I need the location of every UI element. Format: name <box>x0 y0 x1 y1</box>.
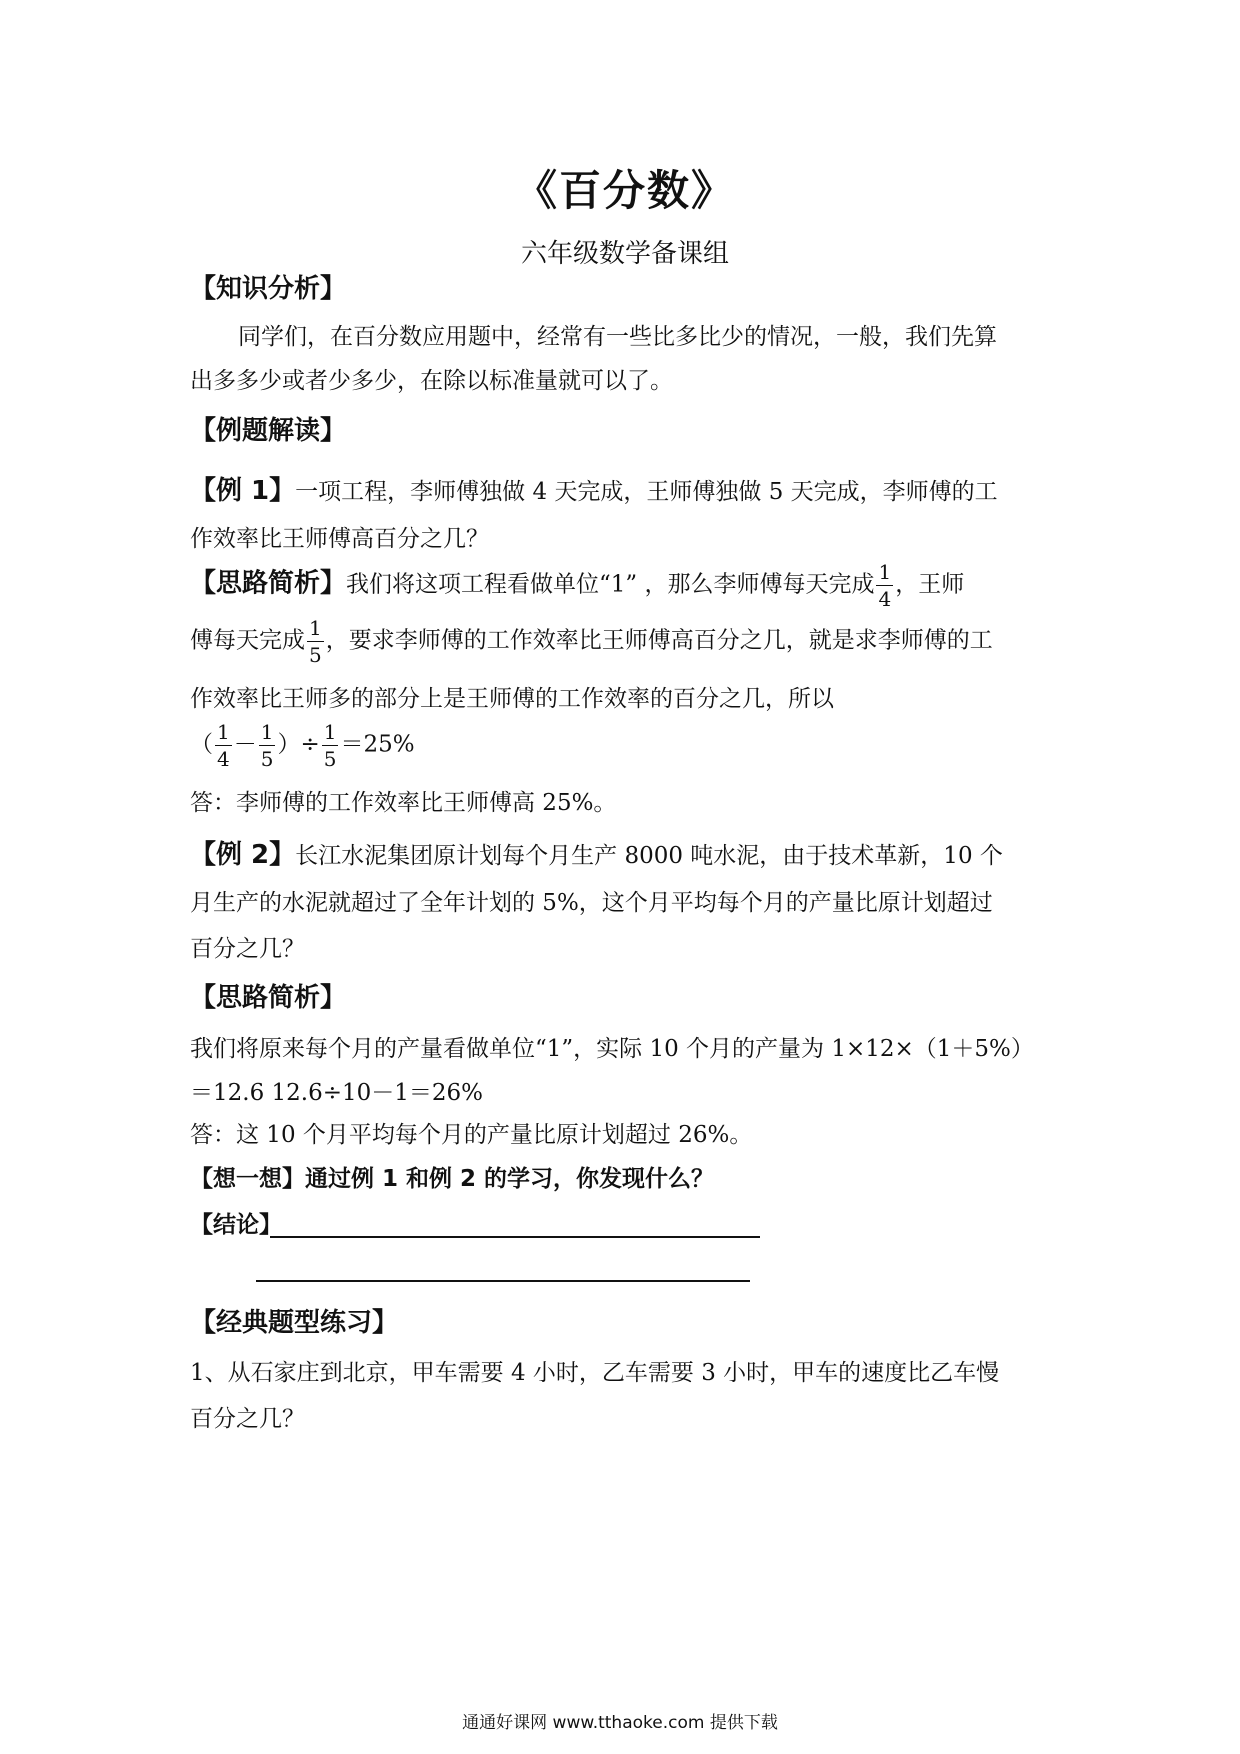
example2-label: 【例 2】 <box>190 840 296 870</box>
example1-line-2: 作效率比王师傅高百分之几？ <box>190 526 489 552</box>
knowledge-line-2: 出多多少或者少多少，在除以标准量就可以了。 <box>190 368 673 394</box>
example2-analysis-1: 我们将原来每个月的产量看做单位“1”，实际 10 个月的产量为 1×12×（1＋5%） <box>190 1036 1034 1062</box>
example1-analysis-line-2 <box>190 618 993 665</box>
knowledge-line-1: 同学们，在百分数应用题中，经常有一些比多比少的情况，一般，我们先算 <box>238 324 997 350</box>
fraction-one-quarter: $\frac{1}{4}$ <box>878 560 892 611</box>
example2-analysis-2: ＝12.6 12.6÷10－1＝26% <box>190 1080 484 1106</box>
practice-q1-line-1: 1、从石家庄到北京，甲车需要 4 小时，乙车需要 3 小时，甲车的速度比乙车慢 <box>190 1360 1000 1386</box>
example1-answer: 答：李师傅的工作效率比王师傅高 25%。 <box>190 790 617 816</box>
formula-fraction-fifth-1: $\frac{1}{5}$ <box>260 720 274 771</box>
fraction-one-fifth: $\frac{1}{5}$ <box>309 616 322 667</box>
conclusion-blank-line-1[interactable] <box>270 1236 760 1238</box>
formula-fraction-quarter: $\frac{1}{4}$ <box>217 720 230 771</box>
footer-source: 通通好课网 www.tthaoke.com 提供下载 <box>462 1713 778 1733</box>
formula-result: ＝25% <box>340 731 415 758</box>
formula-close-divide: ）÷ <box>277 731 320 758</box>
formula-minus: － <box>233 731 257 758</box>
example1-analysis-text-c: 傅每天完成 <box>190 627 305 654</box>
formula-fraction-fifth-2: $\frac{1}{5}$ <box>323 720 337 771</box>
example1-analysis-text-b: ，王师 <box>895 571 965 598</box>
examples-heading: 【例题解读】 <box>190 416 347 446</box>
conclusion-blank-line-2[interactable] <box>256 1280 750 1282</box>
page-title: 《百分数》 <box>514 166 735 215</box>
example1-formula <box>190 722 415 769</box>
example2-line-1 <box>190 834 1003 871</box>
think-label: 【想一想】 <box>190 1166 305 1192</box>
page-subtitle: 六年级数学备课组 <box>520 239 729 269</box>
practice-heading: 【经典题型练习】 <box>190 1308 399 1338</box>
example2-line-3: 百分之几？ <box>190 936 305 962</box>
example1-analysis-line-3: 作效率比王师多的部分上是王师傅的工作效率的百分之几，所以 <box>190 686 834 712</box>
example1-analysis-label: 【思路简析】 <box>190 568 347 599</box>
example2-line-2: 月生产的水泥就超过了全年计划的 5%，这个月平均每个月的产量比原计划超过 <box>190 890 993 916</box>
example2-text-1: 长江水泥集团原计划每个月生产 8000 吨水泥，由于技术革新，10 个 <box>295 843 1003 869</box>
example1-analysis-text-d: ，要求李师傅的工作效率比王师傅高百分之几，就是求李师傅的工 <box>325 627 993 654</box>
conclusion-label: 【结论】 <box>190 1212 282 1238</box>
formula-open-paren: （ <box>190 731 213 758</box>
think-line <box>190 1160 714 1193</box>
example1-label: 【例 1】 <box>190 476 296 506</box>
example2-analysis-heading: 【思路简析】 <box>190 983 347 1013</box>
example1-text-1: 一项工程，李师傅独做 4 天完成，王师傅独做 5 天完成，李师傅的工 <box>295 479 998 505</box>
example2-answer: 答：这 10 个月平均每个月的产量比原计划超过 26%。 <box>190 1122 753 1148</box>
practice-q1-line-2: 百分之几？ <box>190 1406 305 1432</box>
example1-line-1 <box>190 470 998 507</box>
think-text: 通过例 1 和例 2 的学习，你发现什么？ <box>305 1166 715 1192</box>
example1-analysis-line-1 <box>190 562 964 609</box>
example1-analysis-text-a: 我们将这项工程看做单位“1” ，那么李师傅每天完成 <box>346 571 875 598</box>
knowledge-heading: 【知识分析】 <box>190 274 347 304</box>
